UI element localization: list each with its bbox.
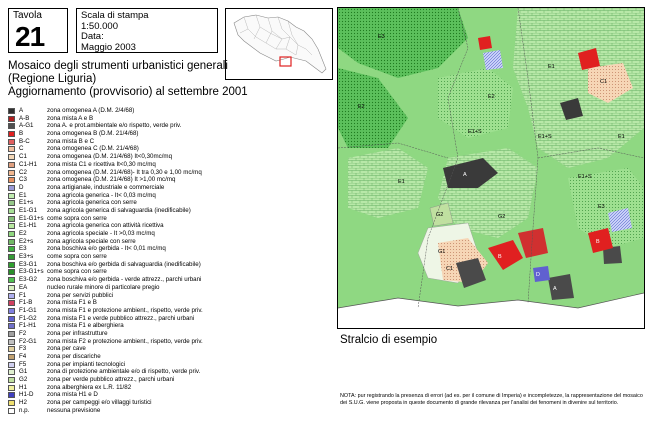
legend-description: zona per impianti tecnologici: [47, 360, 126, 368]
map-label-5: E1: [548, 64, 555, 70]
legend-row: [8, 353, 336, 361]
map-label-18: A: [463, 172, 467, 178]
map-extract: [337, 7, 645, 329]
tavola-number: 21: [15, 21, 45, 52]
legend-row: [8, 261, 336, 269]
map-label-4: E1: [398, 179, 405, 185]
legend-swatch: [8, 123, 15, 129]
legend-row: [8, 315, 336, 323]
legend-row: [8, 368, 336, 376]
legend-description: zona boschiva e/o gerbida di salvaguardia (inedificabile): [47, 260, 201, 268]
legend-description: zona boschiva e/o gerbida - verde attrezz., parchi urbani: [47, 276, 202, 284]
legend-description: zona omogenea A (D.M. 2/4/68): [47, 107, 135, 114]
legend-description: zona per cave: [47, 345, 86, 353]
legend-description: zona A. e prot.ambientale e/o rispetto, verde priv.: [47, 122, 182, 130]
legend-code: n.p.: [19, 406, 30, 414]
legend-swatch: [8, 300, 15, 306]
legend-code: D: [19, 183, 24, 191]
legend-row: [8, 361, 336, 369]
legend-row: [8, 253, 336, 261]
legend-row: [8, 307, 336, 315]
legend-swatch: [8, 362, 15, 368]
legend-row: [8, 192, 336, 200]
legend-row: [8, 322, 336, 330]
legend-code: C1: [19, 153, 27, 161]
legend-code: F5: [19, 360, 27, 368]
legend-row: [8, 276, 336, 284]
legend-swatch: [8, 193, 15, 199]
legend-row: [8, 292, 336, 300]
legend-code: E2: [19, 230, 27, 237]
legend-row: [8, 399, 336, 407]
legend-code: F2: [19, 329, 27, 337]
legend-code: A: [19, 107, 24, 114]
legend-code: G2: [19, 376, 28, 384]
legend-code: E1-G1: [19, 206, 37, 214]
legend-swatch: [8, 223, 15, 229]
legend-description: zona alberghiera ex L.R. 11/82: [47, 383, 132, 391]
legend-swatch: [8, 346, 15, 352]
legend-description: zona mista F1 e B: [47, 299, 97, 307]
legend-swatch: [8, 408, 15, 414]
legend-swatch: [8, 293, 15, 299]
legend-row: [8, 407, 336, 415]
legend-row: [8, 338, 336, 346]
tavola-label: Tavola: [13, 10, 42, 21]
legend-description: zona per campeggi e/o villaggi turistici: [47, 399, 152, 407]
legend-code: F1-B: [19, 299, 33, 307]
legend-swatch: [8, 316, 15, 322]
legend-row: [8, 299, 336, 307]
legend-description: zona mista F2 e protezione ambient., rispetto, verde priv.: [47, 337, 203, 345]
zoning-map-svg: [338, 8, 644, 328]
legend-description: zona agricola generica con attività ricettiva: [47, 222, 164, 230]
legend-description: zona agricola generica di salvaguardia (inedificabile): [47, 206, 191, 214]
legend-code: E1-G1+s: [19, 214, 44, 222]
legend-swatch: [8, 323, 15, 329]
legend-code: C2: [19, 168, 27, 176]
print-info-box: [76, 8, 218, 53]
map-label-8: E3: [598, 204, 605, 210]
legend-swatch: [8, 170, 15, 176]
legend-row: [8, 376, 336, 384]
legend-swatch: [8, 208, 15, 214]
legend-row: [8, 238, 336, 246]
legend-row: [8, 245, 336, 253]
date-label: Data:: [81, 31, 104, 42]
legend-swatch: [8, 116, 15, 122]
legend-row: [8, 107, 336, 115]
legend-code: C3: [19, 176, 27, 184]
legend-swatch: [8, 277, 15, 283]
zone-a-historic-center-4: [548, 274, 574, 300]
legend-code: E1-H1: [19, 222, 37, 230]
legend-description: zona mista B e C: [47, 137, 95, 145]
map-label-16: B: [498, 254, 502, 260]
map-label-2: E1+S: [538, 134, 552, 140]
legend-code: EA: [19, 283, 28, 291]
legend-swatch: [8, 400, 15, 406]
legend-swatch: [8, 162, 15, 168]
legend-code: F1-G2: [19, 314, 37, 322]
map-label-1: E1+S: [468, 129, 482, 135]
legend-row: [8, 391, 336, 399]
title-line-3: Aggiornamento (provvisorio) al settembre 2001: [8, 86, 248, 98]
title-line-1: Mosaico degli strumenti urbanistici generali: [8, 60, 228, 72]
legend-row: [8, 115, 336, 123]
map-label-15: E2: [488, 94, 495, 100]
legend-swatch: [8, 339, 15, 345]
legend-row: [8, 161, 336, 169]
legend-swatch: [8, 285, 15, 291]
legend-row: [8, 176, 336, 184]
map-label-3: E1+S: [578, 174, 592, 180]
legend-code: E3-G1: [19, 260, 37, 268]
legend-row: [8, 122, 336, 130]
legend-code: F4: [19, 353, 27, 360]
legend-code: E3+s: [19, 253, 34, 261]
legend-description: nucleo rurale minore di particolare pregio: [47, 283, 160, 291]
legend-row: [8, 268, 336, 276]
zone-b-urban-5: [478, 36, 492, 50]
map-label-19: A: [553, 286, 557, 292]
legend-row: [8, 284, 336, 292]
legend-swatch: [8, 216, 15, 222]
legend-code: E2+s: [19, 237, 34, 245]
legend-description: zona artigianale, industriale e commerciale: [47, 183, 165, 191]
legend-code: A-G1: [19, 122, 34, 130]
legend-code: E3-G2: [19, 276, 37, 284]
map-caption: Stralcio di esempio: [340, 334, 438, 346]
legend-swatch: [8, 254, 15, 260]
legend-code: H1: [19, 383, 27, 391]
legend-description: come sopra con serre: [47, 214, 107, 222]
legend-row: [8, 199, 336, 207]
legend-code: C1-H1: [19, 160, 37, 168]
legend-code: B: [19, 130, 24, 138]
legend-swatch: [8, 146, 15, 152]
map-label-10: G2: [498, 214, 506, 220]
map-label-12: C1: [446, 266, 454, 272]
legend-swatch: [8, 369, 15, 375]
legend-description: zona mista F1 e verde pubblico attrezz., parchi urbani: [47, 314, 195, 322]
legend-swatch: [8, 185, 15, 191]
legend-row: [8, 345, 336, 353]
legend-swatch: [8, 131, 15, 137]
legend-description: zona per infrastrutture: [47, 329, 108, 337]
map-label-7: E3: [378, 34, 385, 40]
legend-description: zona mista F1 e protezione ambient., rispetto, verde priv.: [47, 306, 203, 314]
legend-row: [8, 169, 336, 177]
legend-swatch: [8, 239, 15, 245]
map-label-9: G2: [436, 212, 444, 218]
tavola-box: [8, 8, 68, 53]
legend-code: E1: [19, 191, 27, 199]
legend-swatch: [8, 385, 15, 391]
legend-description: zona di protezione ambientale e/o di rispetto, verde priv.: [47, 368, 201, 376]
print-scale-value: 1:50.000: [81, 20, 118, 32]
legend-code: E3-G1+s: [19, 268, 44, 276]
legend-row: [8, 215, 336, 223]
legend-code: A-B: [19, 114, 30, 122]
legend-description: zona omogenea (D.M. 21/4/68) It<0,30mc/mq: [47, 153, 173, 161]
map-title: [8, 60, 328, 99]
legend-description: zona per servizi pubblici: [47, 291, 114, 299]
legend-code: B-C: [19, 137, 30, 145]
legend-description: zona agricola generica - It< 0,03 mc/mq: [47, 191, 156, 199]
legend-description: zona per discariche: [47, 353, 101, 360]
legend-row: [8, 222, 336, 230]
legend-code: C: [19, 145, 24, 153]
map-label-11: G1: [438, 249, 446, 255]
map-label-17: B: [596, 239, 600, 245]
map-label-20: D: [536, 272, 540, 278]
map-label-6: E1: [618, 134, 625, 140]
legend-code: F1: [19, 291, 27, 299]
legend-row: [8, 145, 336, 153]
legend-description: zona per verde pubblico attrezz., parchi urbani: [47, 376, 175, 384]
legend-row: [8, 230, 336, 238]
legend-code: F1-G1: [19, 306, 37, 314]
legend-description: come sopra con serre: [47, 253, 107, 261]
legend-row: [8, 384, 336, 392]
legend-swatch: [8, 231, 15, 237]
legend-description: zona agricola generica con serre: [47, 199, 137, 207]
legend-code: F3: [19, 345, 27, 353]
legend-code: F1-H1: [19, 322, 37, 330]
legend-swatch: [8, 269, 15, 275]
legend-description: zona omogenea (D.M. 21/4/68)- It tra 0,30 e 1,00 mc/mq: [47, 168, 202, 176]
legend-swatch: [8, 139, 15, 145]
legend-description: zona mista F1 e alberghiera: [47, 322, 124, 330]
legend-row: [8, 130, 336, 138]
legend-description: zona omogenea B (D.M. 21/4/68): [47, 130, 139, 138]
legend-code: E1+s: [19, 199, 34, 207]
legend-code: E3: [19, 245, 27, 253]
legend-swatch: [8, 262, 15, 268]
legend-swatch: [8, 392, 15, 398]
legend-row: [8, 184, 336, 192]
legend-swatch: [8, 308, 15, 314]
legend-code: G1: [19, 368, 28, 376]
legend-swatch: [8, 377, 15, 383]
legend-swatch: [8, 177, 15, 183]
legend-description: zona omogenea C (D.M. 21/4/68): [47, 145, 139, 153]
legend-description: zona agricola speciale - It >0,03 mc/mq: [47, 230, 155, 237]
print-scale-label: Scala di stampa: [81, 10, 149, 21]
map-label-14: E2: [358, 104, 365, 110]
legend-description: zona boschiva e/o gerbida - It< 0,01 mc/mq: [47, 245, 166, 253]
date-value: Maggio 2003: [81, 41, 136, 53]
legend-description: zona omogenea (D.M. 21/4/68) It >1,00 mc/mq: [47, 176, 176, 184]
legend-swatch: [8, 354, 15, 360]
disclaimer-note: NOTA: pur registrando la presenza di errori (ad es. per il comune di Imperia) e incompletezze, la rappresentazione del mosaico dei S.U.G. viene proposta in queste documento di grande rilevanza per l'analisi dei fenomeni in divenire sul territorio.: [340, 393, 643, 406]
legend-row: [8, 330, 336, 338]
legend-description: zona mista C1 e ricettiva It<0,30 mc/mq: [47, 160, 156, 168]
legend-description: zona agricola speciale con serre: [47, 237, 136, 245]
zoning-legend: [8, 107, 336, 415]
map-label-13: C1: [600, 79, 608, 85]
zone-f1-services-1: [483, 50, 503, 70]
legend-description: zona mista A e B: [47, 114, 94, 122]
legend-description: nessuna previsione: [47, 406, 101, 414]
legend-code: H1-D: [19, 391, 34, 399]
legend-swatch: [8, 331, 15, 337]
legend-row: [8, 153, 336, 161]
legend-code: H2: [19, 399, 27, 407]
legend-row: [8, 207, 336, 215]
legend-code: F2-G1: [19, 337, 37, 345]
legend-description: zona mista H1 e D: [47, 391, 98, 399]
legend-swatch: [8, 200, 15, 206]
title-line-2: (Regione Liguria): [8, 73, 97, 85]
legend-description: come sopra con serre: [47, 268, 107, 276]
legend-swatch: [8, 108, 15, 114]
legend-row: [8, 138, 336, 146]
legend-swatch: [8, 154, 15, 160]
legend-swatch: [8, 246, 15, 252]
